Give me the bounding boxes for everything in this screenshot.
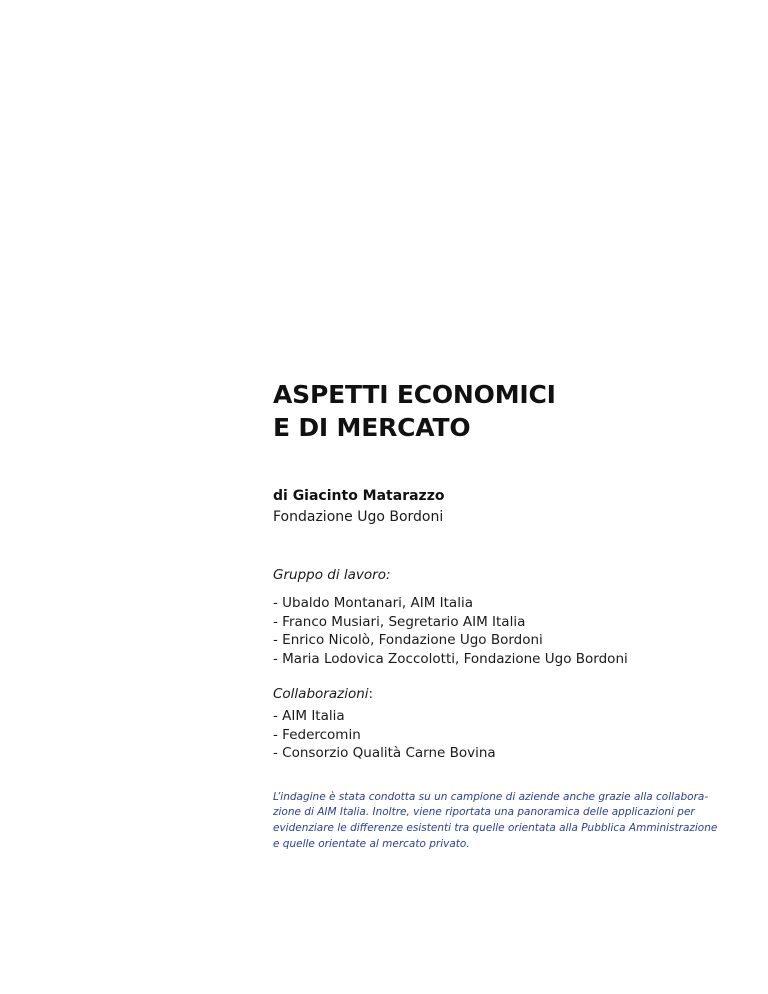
author-affiliation: Fondazione Ugo Bordoni (273, 509, 444, 525)
list-item: - Franco Musiari, Segretario AIM Italia (273, 613, 526, 630)
list-item: - Maria Lodovica Zoccolotti, Fondazione Ugo Bordoni (273, 650, 628, 667)
intro-note-line: zione di AIM Italia. Inoltre, viene riportata una panoramica delle applicazioni per (273, 806, 695, 819)
list-item: - Consorzio Qualità Carne Bovina (273, 745, 496, 761)
collaborations-heading-colon: : (368, 686, 374, 702)
chapter-title-line-2: E DI MERCATO (273, 413, 471, 442)
intro-note-line: L’indagine è stata condotta su un campione di aziende anche grazie alla collabora- (273, 790, 709, 803)
collaborations-list (273, 707, 713, 763)
collaborations-section (273, 684, 713, 763)
list-item: - Enrico Nicolò, Fondazione Ugo Bordoni (273, 632, 543, 648)
author-block (273, 486, 713, 528)
intro-note-line: e quelle orientate al mercato privato. (273, 837, 470, 850)
author-name: di Giacinto Matarazzo (273, 488, 445, 504)
chapter-title (273, 378, 713, 444)
working-group-section (273, 565, 713, 668)
list-item: - Federcomin (273, 726, 361, 743)
list-item: - Ubaldo Montanari, AIM Italia (273, 595, 473, 611)
collaborations-heading-text: Collaborazioni (273, 686, 369, 702)
working-group-list (273, 594, 713, 668)
chapter-title-line-1: ASPETTI ECONOMICI (273, 380, 556, 409)
collaborations-heading (273, 684, 713, 704)
working-group-heading: Gruppo di lavoro: (273, 567, 391, 583)
intro-note (273, 790, 718, 853)
intro-note-line: evidenziare le differenze esistenti tra quelle orientata alla Pubblica Amministrazione (273, 821, 718, 834)
list-item: - AIM Italia (273, 708, 345, 724)
chapter-front-matter (273, 378, 718, 852)
